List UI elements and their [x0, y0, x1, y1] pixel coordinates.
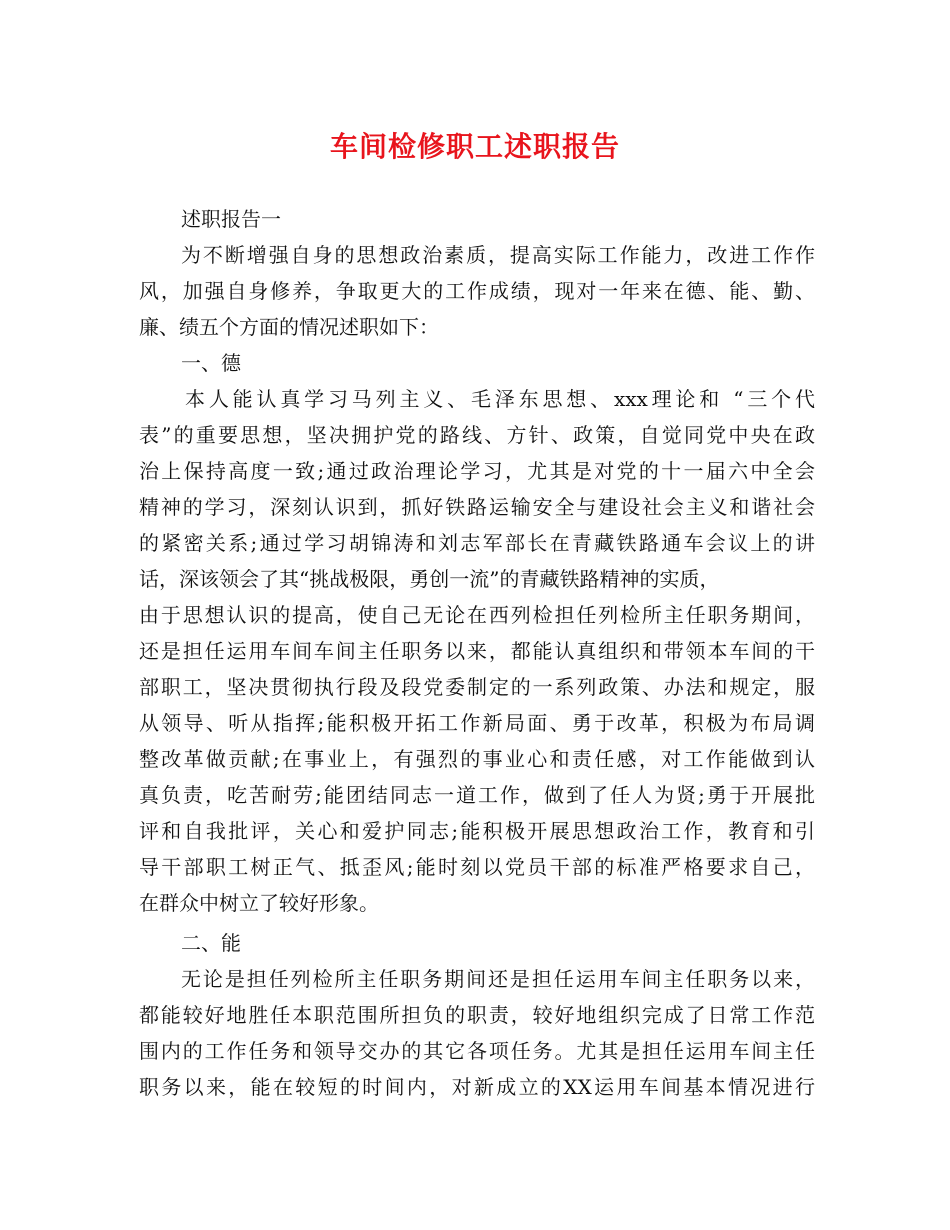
document-title: 车间检修职工述职报告 [329, 130, 620, 163]
body-line: 治上保持高度一致;通过政治理论学习，尤其是对党的十一届六中全会 [139, 459, 815, 483]
body-line: 职务以来，能在较短的时间内，对新成立的XX运用车间基本情况进行 [139, 1075, 815, 1099]
body-line: 风，加强自身修养，争取更大的工作成绩，现对一年来在德、能、勤、 [139, 279, 815, 303]
body-line: 围内的工作任务和领导交办的其它各项任务。尤其是担任运用车间主任 [139, 1039, 815, 1063]
body-line: 述职报告一 [181, 207, 281, 231]
body-line: 整改革做贡献;在事业上，有强烈的事业心和责任感，对工作能做到认 [139, 747, 815, 771]
body-line: 表”的重要思想，坚决拥护党的路线、方针、政策，自觉同党中央在政 [139, 423, 815, 447]
body-line: 导干部职工树正气、抵歪风;能时刻以党员干部的标准严格要求自己， [139, 855, 815, 879]
body-line: 为不断增强自身的思想政治素质，提高实际工作能力，改进工作作 [181, 243, 815, 267]
body-line: 在群众中树立了较好形象。 [139, 891, 379, 915]
body-line: 本人能认真学习马列主义、毛泽东思想、xxx理论和 “三个代 [185, 387, 815, 411]
body-line: 由于思想认识的提高，使自己无论在西列检担任列检所主任职务期间， [139, 603, 815, 627]
section-heading: 一、德 [181, 351, 241, 375]
body-line: 都能较好地胜任本职范围所担负的职责，较好地组织完成了日常工作范 [139, 1003, 815, 1027]
body-line: 廉、绩五个方面的情况述职如下： [139, 315, 439, 339]
body-line: 评和自我批评，关心和爱护同志;能积极开展思想政治工作，教育和引 [139, 819, 815, 843]
body-line: 无论是担任列检所主任职务期间还是担任运用车间主任职务以来， [181, 967, 815, 991]
body-line: 精神的学习，深刻认识到，抓好铁路运输安全与建设社会主义和谐社会 [139, 495, 815, 519]
body-line: 真负责，吃苦耐劳;能团结同志一道工作，做到了任人为贤;勇于开展批 [139, 783, 815, 807]
body-line: 部职工，坚决贯彻执行段及段党委制定的一系列政策、办法和规定，服 [139, 675, 815, 699]
section-heading: 二、能 [181, 931, 241, 955]
body-line: 还是担任运用车间车间主任职务以来，都能认真组织和带领本车间的干 [139, 639, 815, 663]
body-line: 的紧密关系;通过学习胡锦涛和刘志军部长在青藏铁路通车会议上的讲 [139, 531, 815, 555]
body-line: 话，深该领会了其“挑战极限，勇创一流”的青藏铁路精神的实质， [139, 567, 720, 591]
body-line: 从领导、听从指挥;能积极开拓工作新局面、勇于改革，积极为布局调 [139, 711, 815, 735]
